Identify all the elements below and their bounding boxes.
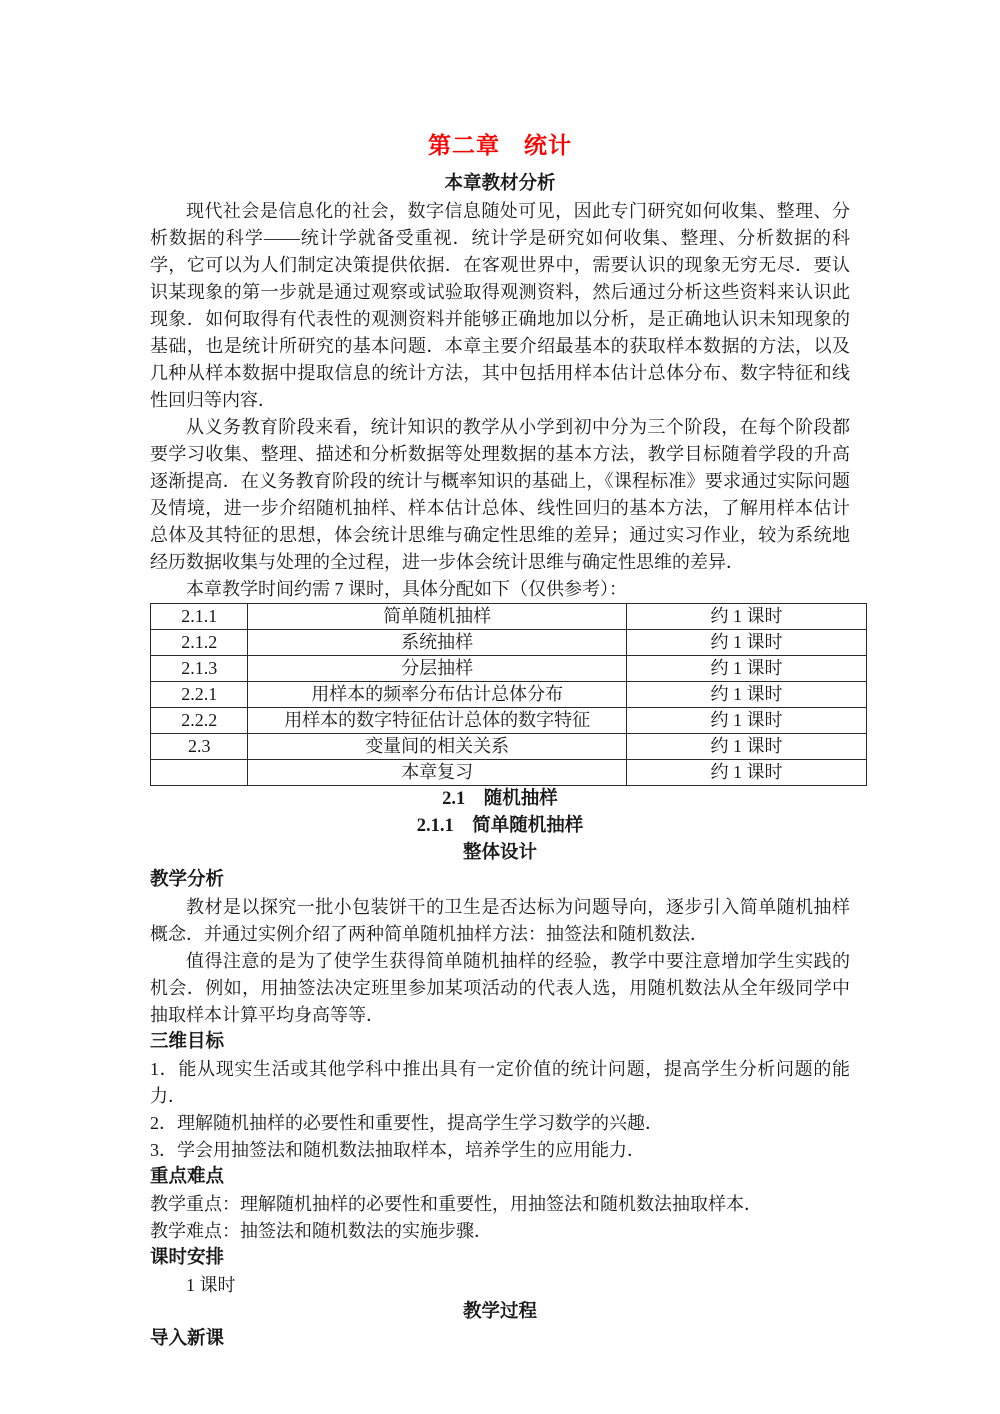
chapter-analysis-heading: 本章教材分析 [444,174,556,194]
intro-paragraph-1: 现代社会是信息化的社会，数字信息随处可见，因此专门研究如何收集、整理、分析数据的科学——统计学就备受重视．统计学是研究如何收集、整理、分析数据的科学，它可以为人们制定决策提供依据．在客观世界中，需要认识的现象无穷无尽．要认识某现象的第一步就是通过观察或试验取得观测资料，然后通过分析这些资料来认识此现象．如何取得有代表性的观测资料并能够正确地加以分析，是正确地认识未知现象的基础，也是统计所研究的基本问题．本章主要介绍最基本的获取样本数据的方法，以及几种从样本数据中提取信息的统计方法，其中包括用样本估计总体分布、数字特征和线性回归等内容． [150,201,850,410]
cell-code: 2.1.3 [151,656,248,682]
key-points-heading: 重点难点 [150,1167,225,1187]
table-row [151,734,867,760]
cell-topic: 系统抽样 [248,630,627,656]
cell-topic: 简单随机抽样 [248,604,627,630]
objective-item-1: 1．能从现实生活或其他学科中推出具有一定价值的统计问题，提高学生分析问题的能力． [150,1059,850,1106]
cell-code: 2.3 [151,734,248,760]
cell-time: 约 1 课时 [626,734,866,760]
cell-time: 约 1 课时 [626,630,866,656]
objectives-heading: 三维目标 [150,1032,225,1052]
objective-item-2: 2．理解随机抽样的必要性和重要性，提高学生学习数学的兴趣． [150,1113,663,1133]
key-point-paragraph: 教学重点：理解随机抽样的必要性和重要性，用抽签法和随机数法抽取样本． [150,1194,762,1214]
class-schedule-value: 1 课时 [186,1275,236,1295]
cell-code: 2.2.1 [151,682,248,708]
table-row [151,656,867,682]
cell-code: 2.1.2 [151,630,248,656]
class-schedule-heading: 课时安排 [150,1248,225,1268]
table-row [151,630,867,656]
cell-time: 约 1 课时 [626,708,866,734]
table-row [151,604,867,630]
overall-design-heading: 整体设计 [462,843,537,863]
cell-time: 约 1 课时 [626,682,866,708]
cell-topic: 本章复习 [248,760,627,786]
teaching-analysis-heading: 教学分析 [150,870,225,890]
cell-time: 约 1 课时 [626,760,866,786]
intro-paragraph-2: 从义务教育阶段来看，统计知识的教学从小学到初中分为三个阶段，在每个阶段都要学习收集、整理、描述和分析数据等处理数据的基本方法，教学目标随着学段的升高逐渐提高．在义务教育阶段的统计与概率知识的基础上，《课程标准》要求通过实际问题及情境，进一步介绍随机抽样、样本估计总体、线性回归的基本方法，了解用样本估计总体及其特征的思想，体会统计思维与确定性思维的差异；通过实习作业，较为系统地经历数据收集与处理的全过程，进一步体会统计思维与确定性思维的差异． [150,417,850,572]
cell-code: 2.2.2 [151,708,248,734]
cell-topic: 用样本的频率分布估计总体分布 [248,682,627,708]
teaching-analysis-paragraph-2: 值得注意的是为了使学生获得简单随机抽样的经验，教学中要注意增加学生实践的机会．例如，用抽签法决定班里参加某项活动的代表人选，用随机数法从全年级同学中抽取样本计算平均身高等等． [150,951,850,1025]
table-row [151,682,867,708]
lead-in-heading: 导入新课 [150,1329,225,1349]
teaching-process-heading: 教学过程 [462,1302,537,1322]
cell-code: 2.1.1 [151,604,248,630]
table-row [151,760,867,786]
section-2-1-1-heading: 2.1.1 简单随机抽样 [416,816,584,836]
objective-item-3: 3．学会用抽签法和随机数法抽取样本，培养学生的应用能力． [150,1140,645,1160]
teaching-analysis-paragraph-1: 教材是以探究一批小包装饼干的卫生是否达标为问题导向，逐步引入简单随机抽样概念．并通过实例介绍了两种简单随机抽样方法：抽签法和随机数法． [150,897,850,944]
section-2-1-heading: 2.1 随机抽样 [442,789,558,809]
cell-topic: 分层抽样 [248,656,627,682]
schedule-table [150,603,867,786]
table-row [151,708,867,734]
difficult-point-paragraph: 教学难点：抽签法和随机数法的实施步骤． [150,1221,492,1241]
cell-topic: 变量间的相关关系 [248,734,627,760]
cell-code [151,760,248,786]
schedule-intro-paragraph: 本章教学时间约需 7 课时，具体分配如下（仅供参考）： [186,579,627,599]
cell-topic: 用样本的数字特征估计总体的数字特征 [248,708,627,734]
chapter-title: 第二章 统计 [428,133,572,158]
cell-time: 约 1 课时 [626,604,866,630]
cell-time: 约 1 课时 [626,656,866,682]
